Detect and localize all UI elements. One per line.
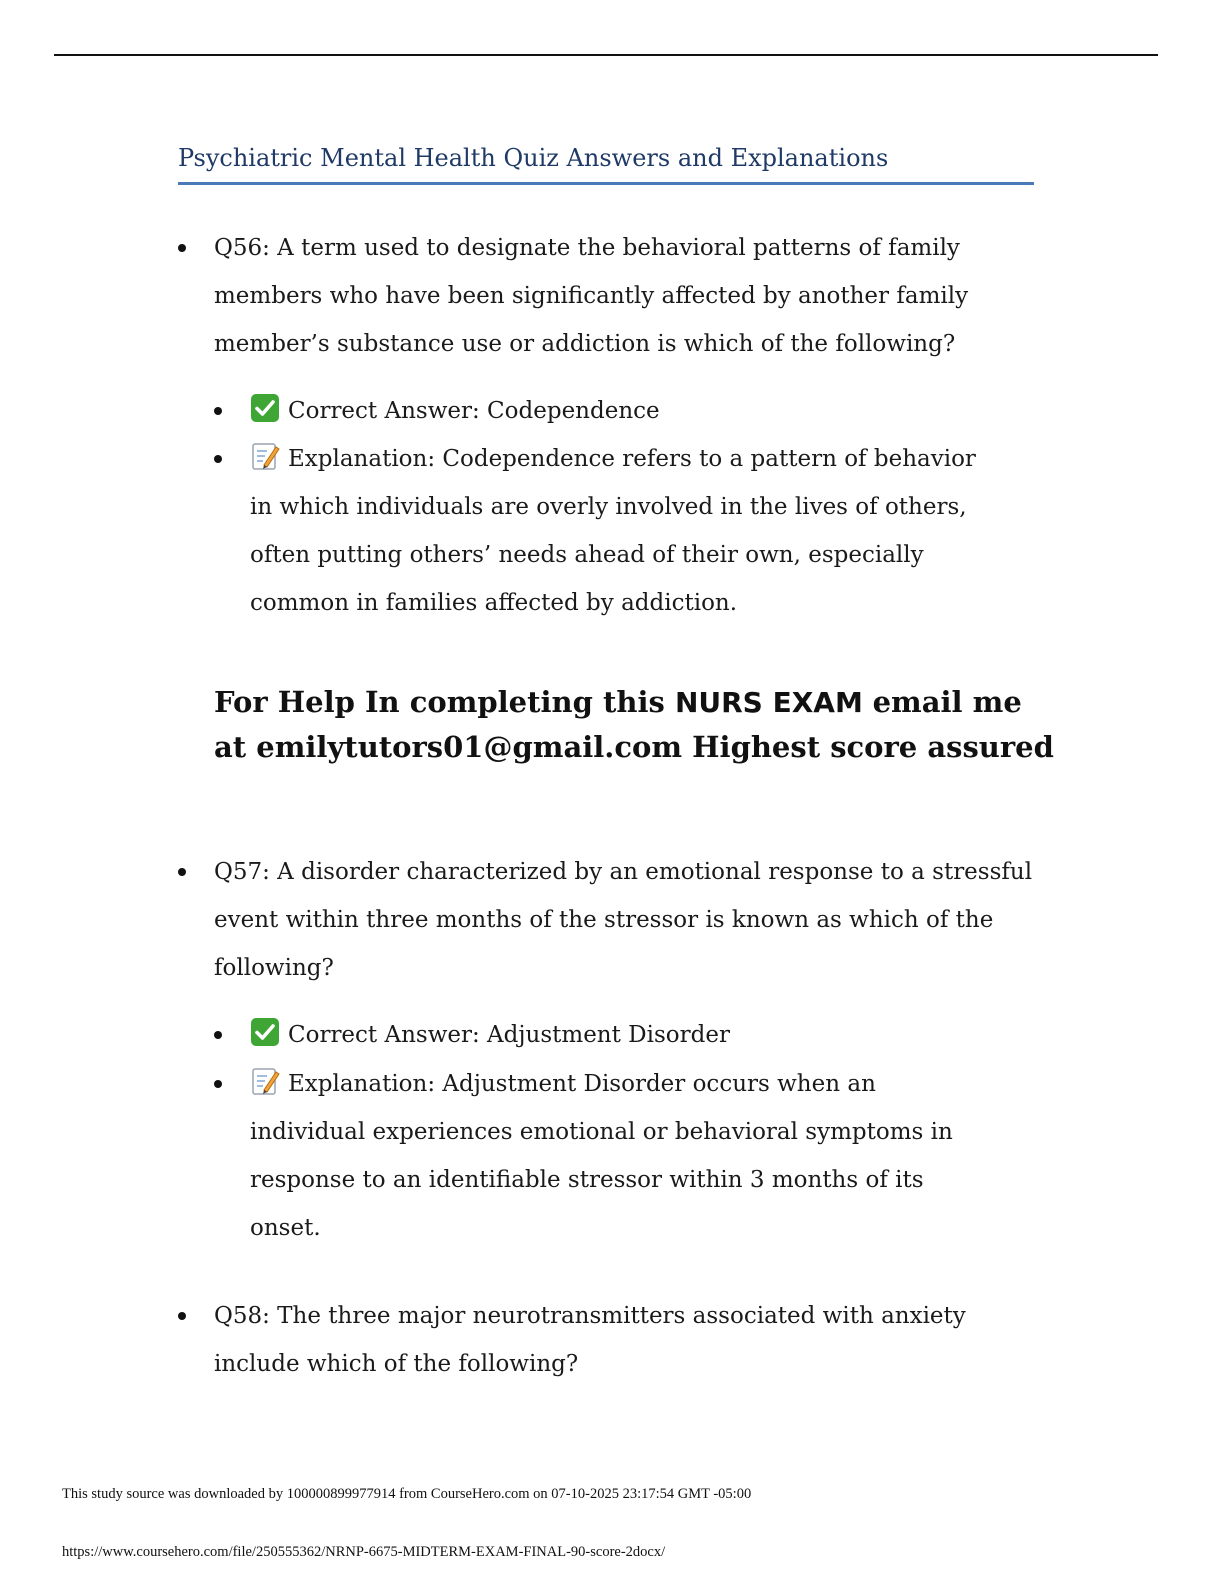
explanation-text: Explanation: Adjustment Disorder occurs when an individual experiences emotional or behavioral symptoms in response to an identifiable stressor within 3 months of its onset.	[250, 1071, 953, 1241]
explanation-text: Explanation: Codependence refers to a pattern of behavior in which individuals are overly involved in the lives of others, often putting others’ needs ahead of their own, especially common in families affected by addiction.	[250, 446, 976, 616]
bullet-icon	[214, 1080, 222, 1088]
check-mark-icon	[250, 1017, 280, 1047]
promo-part2: email me at emilytutors01@gmail.com Highest score assured	[214, 685, 1054, 764]
promo-exam: NURS EXAM	[674, 686, 873, 719]
memo-pencil-icon	[250, 441, 280, 471]
question-q58	[178, 1292, 1038, 1388]
promo-part1: For Help In completing this	[214, 685, 675, 719]
bullet-icon	[178, 244, 186, 252]
question-q57	[178, 848, 1038, 992]
footer-source: This study source was downloaded by 100000899977914 from CourseHero.com on 07-10-2025 23:17:54 GMT -05:00	[62, 1486, 752, 1502]
explanation-item	[214, 1060, 994, 1252]
bullet-icon	[178, 868, 186, 876]
answer-item	[214, 387, 994, 435]
question-text: Q56: A term used to designate the behavioral patterns of family members who have been significantly affected by another family member’s substance use or addiction is which of the following?	[214, 235, 969, 357]
bullet-icon	[214, 1031, 222, 1039]
memo-pencil-icon	[250, 1066, 280, 1096]
answer-text: Correct Answer: Codependence	[288, 398, 660, 424]
question-q56	[178, 224, 1038, 368]
bullet-icon	[178, 1312, 186, 1320]
promo-text	[214, 680, 1054, 769]
answer-item	[214, 1011, 994, 1059]
page-title: Psychiatric Mental Health Quiz Answers and Explanations	[178, 142, 1034, 185]
answer-text: Correct Answer: Adjustment Disorder	[288, 1022, 730, 1048]
header-rule	[54, 54, 1158, 56]
question-text: Q58: The three major neurotransmitters associated with anxiety include which of the following?	[214, 1303, 966, 1377]
question-text: Q57: A disorder characterized by an emotional response to a stressful event within three months of the stressor is known as which of the following?	[214, 859, 1033, 981]
bullet-icon	[214, 407, 222, 415]
bullet-icon	[214, 455, 222, 463]
footer-url[interactable]: https://www.coursehero.com/file/250555362/NRNP-6675-MIDTERM-EXAM-FINAL-90-score-2docx/	[62, 1544, 666, 1560]
explanation-item	[214, 435, 994, 627]
check-mark-icon	[250, 393, 280, 423]
